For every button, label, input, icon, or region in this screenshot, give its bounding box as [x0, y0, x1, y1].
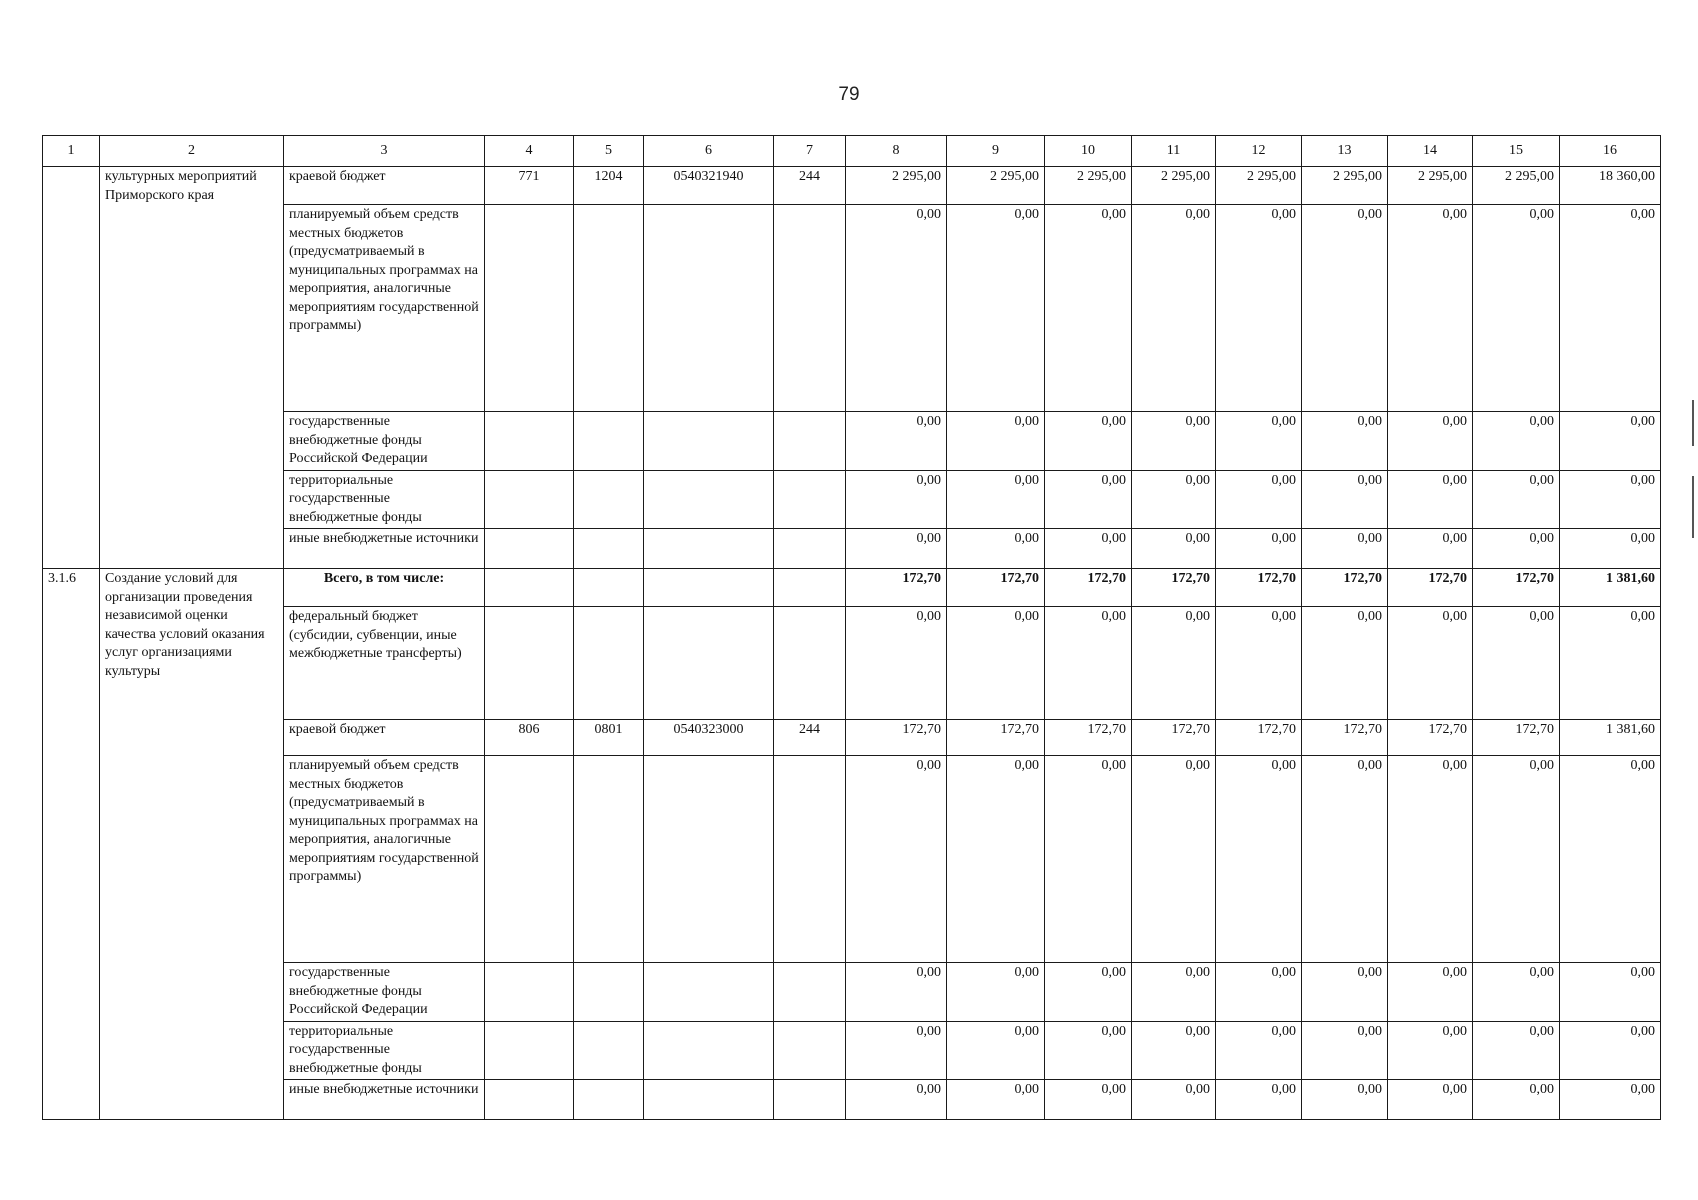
amount-cell: 0,00 [1216, 205, 1302, 412]
amount-cell: 0,00 [1560, 470, 1661, 529]
column-header: 1 [43, 136, 100, 167]
admin-code-cell: 806 [485, 720, 574, 756]
amount-cell: 0,00 [1473, 1080, 1560, 1120]
row-number-cell [43, 167, 100, 569]
amount-cell: 0,00 [947, 470, 1045, 529]
amount-cell: 0,00 [846, 205, 947, 412]
amount-cell: 172,70 [947, 569, 1045, 607]
table-row [43, 167, 1661, 205]
expense-type-cell [774, 1021, 846, 1080]
amount-cell: 0,00 [846, 1021, 947, 1080]
amount-cell: 0,00 [846, 756, 947, 963]
amount-cell: 0,00 [1473, 412, 1560, 471]
admin-code-cell [485, 963, 574, 1022]
amount-cell: 0,00 [1388, 412, 1473, 471]
column-header: 5 [574, 136, 644, 167]
amount-cell: 0,00 [1216, 963, 1302, 1022]
funding-source-cell: иные внебюджетные источники [284, 529, 485, 569]
amount-cell: 172,70 [846, 720, 947, 756]
amount-cell: 0,00 [1560, 607, 1661, 720]
table-row [43, 470, 1661, 529]
amount-cell: 0,00 [846, 963, 947, 1022]
amount-cell: 0,00 [1216, 529, 1302, 569]
amount-cell: 0,00 [1045, 1021, 1132, 1080]
amount-cell: 0,00 [1473, 607, 1560, 720]
target-code-cell [644, 529, 774, 569]
amount-cell: 0,00 [947, 1080, 1045, 1120]
amount-cell: 0,00 [1388, 756, 1473, 963]
amount-cell: 0,00 [1132, 1021, 1216, 1080]
column-header: 10 [1045, 136, 1132, 167]
section-code-cell [574, 607, 644, 720]
amount-cell: 0,00 [1302, 529, 1388, 569]
expense-type-cell [774, 569, 846, 607]
amount-cell: 172,70 [1388, 569, 1473, 607]
amount-cell: 0,00 [1560, 1021, 1661, 1080]
amount-cell: 172,70 [1302, 569, 1388, 607]
section-code-cell [574, 569, 644, 607]
amount-cell: 0,00 [1388, 963, 1473, 1022]
amount-cell: 172,70 [1302, 720, 1388, 756]
amount-cell: 0,00 [1302, 470, 1388, 529]
target-code-cell [644, 963, 774, 1022]
column-header: 3 [284, 136, 485, 167]
amount-cell: 2 295,00 [1388, 167, 1473, 205]
amount-cell: 0,00 [1132, 963, 1216, 1022]
admin-code-cell [485, 529, 574, 569]
amount-cell: 172,70 [947, 720, 1045, 756]
amount-cell: 172,70 [1132, 720, 1216, 756]
column-header-row [43, 136, 1661, 167]
admin-code-cell [485, 607, 574, 720]
amount-cell: 1 381,60 [1560, 569, 1661, 607]
target-code-cell [644, 756, 774, 963]
amount-cell: 0,00 [846, 529, 947, 569]
amount-cell: 172,70 [1216, 720, 1302, 756]
amount-cell: 0,00 [1560, 412, 1661, 471]
amount-cell: 172,70 [846, 569, 947, 607]
column-header: 13 [1302, 136, 1388, 167]
expense-type-cell [774, 470, 846, 529]
expense-type-cell [774, 756, 846, 963]
amount-cell: 0,00 [1132, 412, 1216, 471]
expense-type-cell: 244 [774, 720, 846, 756]
scan-edge-mark [1692, 400, 1694, 446]
column-header: 8 [846, 136, 947, 167]
amount-cell: 172,70 [1132, 569, 1216, 607]
item-name-cell: культурных мероприятий Приморского края [100, 167, 284, 569]
amount-cell: 0,00 [1560, 1080, 1661, 1120]
amount-cell: 0,00 [1132, 607, 1216, 720]
amount-cell: 0,00 [947, 205, 1045, 412]
column-header: 15 [1473, 136, 1560, 167]
column-header: 11 [1132, 136, 1216, 167]
amount-cell: 2 295,00 [1045, 167, 1132, 205]
section-code-cell [574, 205, 644, 412]
amount-cell: 0,00 [1216, 1021, 1302, 1080]
amount-cell: 0,00 [846, 412, 947, 471]
section-code-cell: 1204 [574, 167, 644, 205]
amount-cell: 1 381,60 [1560, 720, 1661, 756]
target-code-cell [644, 1080, 774, 1120]
admin-code-cell [485, 569, 574, 607]
amount-cell: 0,00 [1560, 963, 1661, 1022]
amount-cell: 0,00 [1388, 529, 1473, 569]
amount-cell: 0,00 [947, 1021, 1045, 1080]
amount-cell: 0,00 [1302, 1080, 1388, 1120]
amount-cell: 0,00 [1132, 756, 1216, 963]
column-header: 6 [644, 136, 774, 167]
budget-table [42, 135, 1661, 1120]
amount-cell: 0,00 [1045, 963, 1132, 1022]
table-row [43, 1021, 1661, 1080]
table-row [43, 720, 1661, 756]
amount-cell: 0,00 [1473, 1021, 1560, 1080]
amount-cell: 18 360,00 [1560, 167, 1661, 205]
target-code-cell [644, 470, 774, 529]
table-row [43, 1080, 1661, 1120]
amount-cell: 2 295,00 [1132, 167, 1216, 205]
column-header: 7 [774, 136, 846, 167]
amount-cell: 0,00 [1045, 529, 1132, 569]
funding-source-cell: государственные внебюджетные фонды Российской Федерации [284, 412, 485, 471]
amount-cell: 0,00 [1216, 470, 1302, 529]
section-code-cell [574, 412, 644, 471]
funding-source-cell: государственные внебюджетные фонды Российской Федерации [284, 963, 485, 1022]
amount-cell: 172,70 [1045, 720, 1132, 756]
target-code-cell [644, 569, 774, 607]
funding-source-cell: краевой бюджет [284, 167, 485, 205]
funding-source-cell: федеральный бюджет (субсидии, субвенции, иные межбюджетные трансферты) [284, 607, 485, 720]
funding-source-cell: краевой бюджет [284, 720, 485, 756]
column-header: 4 [485, 136, 574, 167]
funding-source-cell: Всего, в том числе: [284, 569, 485, 607]
amount-cell: 0,00 [1216, 756, 1302, 963]
amount-cell: 0,00 [1045, 756, 1132, 963]
amount-cell: 0,00 [1388, 607, 1473, 720]
amount-cell: 0,00 [1216, 607, 1302, 720]
column-header: 16 [1560, 136, 1661, 167]
target-code-cell: 0540323000 [644, 720, 774, 756]
table-row [43, 569, 1661, 607]
admin-code-cell [485, 1080, 574, 1120]
amount-cell: 0,00 [1302, 756, 1388, 963]
expense-type-cell [774, 529, 846, 569]
amount-cell: 0,00 [947, 607, 1045, 720]
amount-cell: 0,00 [947, 963, 1045, 1022]
amount-cell: 0,00 [947, 756, 1045, 963]
section-code-cell [574, 963, 644, 1022]
item-name-cell: Создание условий для организации проведения независимой оценки качества условий оказания услуг организациями культуры [100, 569, 284, 1120]
amount-cell: 172,70 [1045, 569, 1132, 607]
amount-cell: 172,70 [1473, 569, 1560, 607]
expense-type-cell [774, 205, 846, 412]
amount-cell: 0,00 [1302, 1021, 1388, 1080]
section-code-cell: 0801 [574, 720, 644, 756]
row-number-cell: 3.1.6 [43, 569, 100, 1120]
amount-cell: 0,00 [1560, 756, 1661, 963]
admin-code-cell [485, 412, 574, 471]
funding-source-cell: территориальные государственные внебюджетные фонды [284, 470, 485, 529]
funding-source-cell: планируемый объем средств местных бюджетов (предусматриваемый в муниципальных программах на мероприятия, аналогичные мероприятиям государственной программы) [284, 205, 485, 412]
amount-cell: 0,00 [1045, 412, 1132, 471]
target-code-cell [644, 607, 774, 720]
expense-type-cell [774, 1080, 846, 1120]
amount-cell: 0,00 [1473, 756, 1560, 963]
target-code-cell [644, 1021, 774, 1080]
amount-cell: 0,00 [1388, 470, 1473, 529]
admin-code-cell: 771 [485, 167, 574, 205]
admin-code-cell [485, 470, 574, 529]
column-header: 9 [947, 136, 1045, 167]
target-code-cell [644, 412, 774, 471]
amount-cell: 2 295,00 [846, 167, 947, 205]
section-code-cell [574, 529, 644, 569]
amount-cell: 0,00 [1216, 412, 1302, 471]
table-row [43, 963, 1661, 1022]
amount-cell: 0,00 [1473, 963, 1560, 1022]
amount-cell: 0,00 [947, 529, 1045, 569]
amount-cell: 0,00 [1216, 1080, 1302, 1120]
amount-cell: 172,70 [1388, 720, 1473, 756]
amount-cell: 0,00 [1132, 205, 1216, 412]
amount-cell: 0,00 [1388, 1080, 1473, 1120]
expense-type-cell [774, 963, 846, 1022]
amount-cell: 0,00 [846, 1080, 947, 1120]
page-number: 79 [838, 84, 860, 105]
amount-cell: 0,00 [1388, 205, 1473, 412]
section-code-cell [574, 1080, 644, 1120]
section-code-cell [574, 756, 644, 963]
amount-cell: 0,00 [1045, 470, 1132, 529]
amount-cell: 2 295,00 [1302, 167, 1388, 205]
funding-source-cell: иные внебюджетные источники [284, 1080, 485, 1120]
table-row [43, 412, 1661, 471]
target-code-cell [644, 205, 774, 412]
admin-code-cell [485, 1021, 574, 1080]
scan-edge-mark [1692, 476, 1694, 538]
table-row [43, 529, 1661, 569]
amount-cell: 0,00 [1045, 1080, 1132, 1120]
amount-cell: 0,00 [1302, 412, 1388, 471]
amount-cell: 0,00 [1045, 205, 1132, 412]
funding-source-cell: территориальные государственные внебюджетные фонды [284, 1021, 485, 1080]
target-code-cell: 0540321940 [644, 167, 774, 205]
admin-code-cell [485, 205, 574, 412]
amount-cell: 172,70 [1473, 720, 1560, 756]
amount-cell: 2 295,00 [947, 167, 1045, 205]
amount-cell: 0,00 [1132, 1080, 1216, 1120]
amount-cell: 0,00 [1132, 529, 1216, 569]
section-code-cell [574, 470, 644, 529]
expense-type-cell: 244 [774, 167, 846, 205]
table-row [43, 205, 1661, 412]
amount-cell: 0,00 [846, 470, 947, 529]
amount-cell: 0,00 [1132, 470, 1216, 529]
section-code-cell [574, 1021, 644, 1080]
amount-cell: 0,00 [1473, 470, 1560, 529]
admin-code-cell [485, 756, 574, 963]
amount-cell: 0,00 [947, 412, 1045, 471]
table-row [43, 756, 1661, 963]
amount-cell: 0,00 [1560, 205, 1661, 412]
expense-type-cell [774, 607, 846, 720]
column-header: 14 [1388, 136, 1473, 167]
amount-cell: 172,70 [1216, 569, 1302, 607]
table-body [43, 136, 1661, 1120]
table-row [43, 607, 1661, 720]
amount-cell: 0,00 [1045, 607, 1132, 720]
amount-cell: 0,00 [1473, 205, 1560, 412]
amount-cell: 0,00 [1473, 529, 1560, 569]
amount-cell: 0,00 [846, 607, 947, 720]
amount-cell: 2 295,00 [1216, 167, 1302, 205]
column-header: 2 [100, 136, 284, 167]
amount-cell: 0,00 [1388, 1021, 1473, 1080]
amount-cell: 0,00 [1302, 963, 1388, 1022]
amount-cell: 0,00 [1302, 607, 1388, 720]
amount-cell: 0,00 [1302, 205, 1388, 412]
column-header: 12 [1216, 136, 1302, 167]
expense-type-cell [774, 412, 846, 471]
amount-cell: 2 295,00 [1473, 167, 1560, 205]
amount-cell: 0,00 [1560, 529, 1661, 569]
funding-source-cell: планируемый объем средств местных бюджетов (предусматриваемый в муниципальных программах на мероприятия, аналогичные мероприятиям государственной программы) [284, 756, 485, 963]
